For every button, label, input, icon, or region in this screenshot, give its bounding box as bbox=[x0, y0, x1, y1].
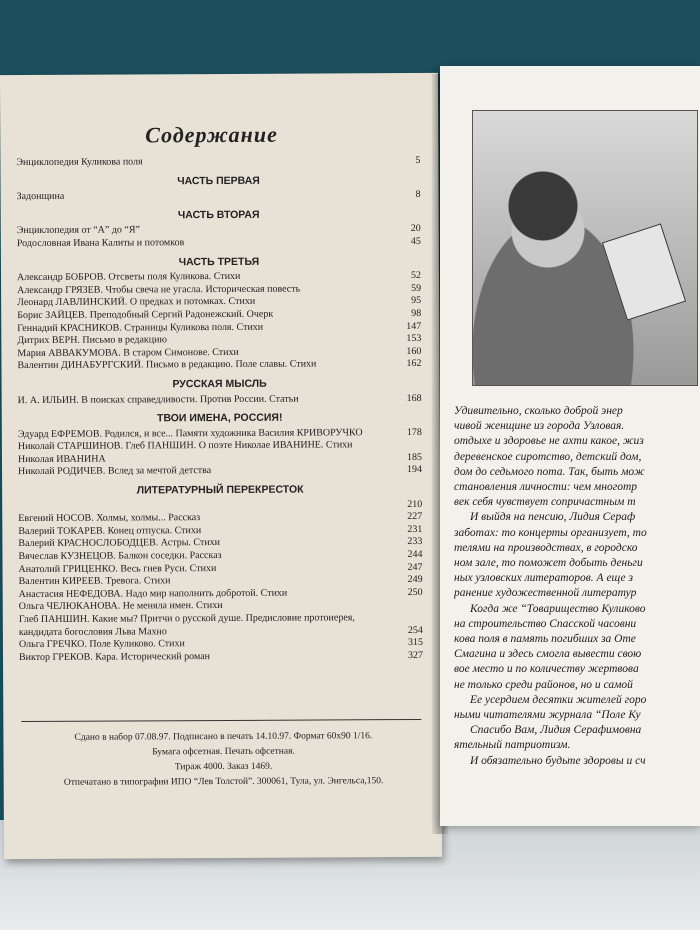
article-line: век себя чувствует сопричастным т bbox=[454, 496, 636, 509]
toc-entry bbox=[19, 612, 423, 639]
toc-entry bbox=[16, 155, 420, 170]
toc-entry-page: 20 bbox=[410, 223, 421, 235]
toc-entry-title: Ольга ЧЕЛЮКАНОВА. Не меняла имен. Стихи bbox=[18, 600, 223, 613]
article-line: И обязательно будьте здоровы и сч bbox=[470, 754, 646, 767]
section-heading: ЧАСТЬ ПЕРВАЯ bbox=[177, 174, 260, 187]
toc-entry-page: 231 bbox=[407, 523, 423, 535]
toc-entry bbox=[17, 358, 421, 373]
section-heading: ЧАСТЬ ВТОРАЯ bbox=[177, 208, 260, 222]
article-line: не только среди районов, но и самой bbox=[454, 678, 633, 691]
toc-entry-page: 59 bbox=[411, 282, 422, 294]
toc-entry-page: 227 bbox=[407, 511, 423, 523]
article-line: вое место и по количеству жертвова bbox=[454, 663, 639, 676]
toc-entry-title: Дитрих ВЕРН. Письмо в редакцию bbox=[17, 334, 167, 347]
toc-entry-page: 247 bbox=[407, 561, 423, 573]
toc-entry-title: Глеб ПАНШИН. Какие мы? Притчи о русской душе. Предисловие протоиерея, кандидата богословия Льва Махно bbox=[18, 612, 355, 638]
imprint bbox=[23, 729, 423, 791]
toc-entry-title: Николай СТАРШИНОВ. Глеб ПАНШИН. О поэте Николае ИВАНИНЕ. Стихи Николая ИВАНИНА bbox=[17, 439, 353, 465]
toc-entry-page: 147 bbox=[406, 320, 422, 332]
article-line: ными читателями журнала “Поле Ку bbox=[454, 709, 641, 722]
article-line: ном зале, то поможет добыть деньги bbox=[454, 557, 643, 570]
article-line: Удивительно, сколько доброй энер bbox=[454, 405, 623, 417]
toc-entry-page: 185 bbox=[406, 451, 422, 463]
toc-entry-title: Мария АВВАКУМОВА. В старом Симонове. Стихи bbox=[17, 346, 239, 359]
article-line: Смагина и здесь смогла вывести свою bbox=[454, 648, 642, 661]
toc-entry-title: Анастасия НЕФЕДОВА. Надо мир наполнить добротой. Стихи bbox=[18, 587, 288, 600]
toc-group-names bbox=[18, 427, 422, 479]
article-page bbox=[440, 66, 700, 826]
toc-entry-title: Энциклопедия Куликова поля bbox=[16, 156, 143, 169]
article-line: ранение художественной литератур bbox=[454, 587, 637, 600]
toc-entry-title: Энциклопедия от “А” до “Я” bbox=[16, 224, 140, 237]
section-heading: ТВОИ ИМЕНА, РОССИЯ! bbox=[156, 411, 283, 425]
article-line: ных узловских литераторов. А еще з bbox=[454, 572, 633, 585]
section-heading: ЧАСТЬ ТРЕТЬЯ bbox=[178, 255, 260, 268]
toc-entry-page: 5 bbox=[415, 154, 421, 166]
divider bbox=[21, 719, 421, 722]
toc-entry bbox=[17, 189, 421, 204]
article-line: телями на производствах, в городско bbox=[454, 541, 638, 554]
toc-entry-page: 45 bbox=[410, 235, 421, 247]
toc-entry-page: 8 bbox=[415, 189, 421, 201]
toc-group-crossroads bbox=[18, 499, 423, 665]
article-line: Когда же “Товарищество Куликово bbox=[470, 602, 646, 615]
imprint-line: Бумага офсетная. Печать офсетная. bbox=[152, 746, 295, 758]
toc-group-intro bbox=[16, 155, 420, 170]
toc-entry-title: Валерий КРАСНОСЛОБОДЦЕВ. Астры. Стихи bbox=[18, 537, 221, 550]
contents-page bbox=[0, 73, 442, 859]
toc-entry-title: Вячеслав КУЗНЕЦОВ. Балкон соседки. Рассказ bbox=[18, 550, 222, 563]
article-line: заботах: то концерты организует, то bbox=[454, 526, 647, 539]
toc-entry-title: Валерий ТОКАРЕВ. Конец отпуска. Стихи bbox=[18, 524, 202, 537]
imprint-line: Тираж 4000. Заказ 1469. bbox=[174, 761, 273, 773]
article-text bbox=[454, 404, 700, 769]
article-line: ятельный патриотизм. bbox=[454, 739, 571, 752]
toc-entry-title: Леонард ЛАВЛИНСКИЙ. О предках и потомках. Стихи bbox=[17, 296, 256, 309]
article-line: отдыхе и здоровье не ахти какое, жиз bbox=[454, 435, 644, 448]
toc-entry-title: Борис ЗАЙЦЕВ. Преподобный Сергий Радонежский. Очерк bbox=[17, 308, 274, 322]
toc-entry bbox=[17, 236, 421, 251]
toc-group-part1 bbox=[17, 189, 421, 204]
toc-entry-title: Ольга ГРЕЧКО. Поле Куликово. Стихи bbox=[18, 638, 185, 651]
article-line: кова поля в память погибших за Оте bbox=[454, 633, 636, 646]
toc-entry-page: 315 bbox=[407, 637, 423, 649]
toc-entry-page: 210 bbox=[407, 498, 423, 510]
article-line: И выйдя на пенсию, Лидия Сераф bbox=[470, 511, 636, 524]
toc-group-part3 bbox=[17, 270, 422, 373]
toc-entry-page: 194 bbox=[406, 464, 423, 476]
toc-entry-title: И. А. ИЛЬИН. В поисках справедливости. Против России. Статьи bbox=[17, 393, 299, 406]
section-heading: ЛИТЕРАТУРНЫЙ ПЕРЕКРЕСТОК bbox=[136, 483, 304, 497]
toc-entry-page: 153 bbox=[406, 333, 422, 345]
article-line: на строительство Спасской часовни bbox=[454, 617, 637, 630]
imprint-line: Сдано в набор 07.08.97. Подписано в печать 14.10.97. Формат 60х90 1/16. bbox=[74, 731, 373, 743]
toc-entry bbox=[18, 464, 422, 479]
toc-entry-page: 244 bbox=[407, 548, 423, 561]
toc-entry-title: Родословная Ивана Калиты и потомков bbox=[16, 237, 185, 250]
toc-entry-title: Эдуард ЕФРЕМОВ. Родился, и все... Памяти художника Василия КРИВОРУЧКО bbox=[17, 426, 363, 440]
article-line: Спасибо Вам, Лидия Серафимовна bbox=[470, 724, 642, 737]
toc-entry bbox=[18, 392, 422, 407]
portrait-photo bbox=[472, 110, 698, 386]
article-line: Ее усердием десятки жителей горо bbox=[470, 693, 647, 706]
toc-entry-page: 160 bbox=[406, 345, 422, 357]
toc-group-part2 bbox=[17, 223, 421, 250]
page-title: Содержание bbox=[145, 121, 278, 148]
toc-entry-page: 95 bbox=[411, 295, 422, 307]
article-line: деревенское сиротство, детский дом, bbox=[454, 450, 642, 463]
toc-entry-page: 327 bbox=[407, 649, 424, 661]
toc-entry-title: Николай РОДИЧЕВ. Вслед за мечтой детства bbox=[18, 465, 212, 478]
toc-entry-title: Анатолий ГРИЦЕНКО. Весь гнев Руси. Стихи bbox=[18, 562, 217, 575]
toc-entry-page: 233 bbox=[407, 536, 423, 548]
toc-entry-page: 178 bbox=[406, 426, 422, 438]
toc-entry-title: Евгений НОСОВ. Холмы, холмы... Рассказ bbox=[18, 512, 201, 525]
toc-entry-page: 98 bbox=[411, 307, 422, 319]
table-of-contents bbox=[16, 155, 423, 664]
toc-entry bbox=[19, 650, 423, 665]
section-heading: РУССКАЯ МЫСЛЬ bbox=[172, 377, 267, 391]
article-line: становления личности: чем многотр bbox=[454, 481, 638, 494]
toc-entry-title: Александр ГРЯЗЕВ. Чтобы свеча не угасла. Историческая повесть bbox=[17, 283, 301, 296]
article-line: дом до седьмого пота. Так, быть мож bbox=[454, 465, 645, 478]
toc-entry-title: Валентин ДИНАБУРГСКИЙ. Письмо в редакцию. Поле славы. Стихи bbox=[17, 358, 317, 372]
article-line: чивой женщине из города Узловая. bbox=[454, 420, 625, 433]
toc-entry-title: Александр БОБРОВ. Отсветы поля Куликова. Стихи bbox=[16, 271, 241, 284]
toc-group-russian-thought bbox=[18, 392, 422, 407]
toc-entry-title: Задонщина bbox=[16, 191, 65, 203]
toc-entry-page: 168 bbox=[406, 392, 422, 404]
imprint-line: Отпечатано в типографии ИПО “Лев Толстой”. 300061, Тула, ул. Энгельса,150. bbox=[63, 776, 384, 788]
toc-entry bbox=[18, 439, 422, 466]
toc-entry-title: Валентин КИРЕЕВ. Тревога. Стихи bbox=[18, 575, 171, 588]
toc-entry-page: 52 bbox=[410, 270, 422, 282]
toc-entry-page: 162 bbox=[406, 358, 422, 370]
book-in-photo bbox=[602, 223, 686, 320]
toc-entry-page: 249 bbox=[407, 574, 423, 586]
toc-entry-page: 254 bbox=[407, 624, 423, 636]
toc-entry-page: 250 bbox=[407, 586, 423, 598]
toc-entry-title: Виктор ГРЕКОВ. Кара. Исторический роман bbox=[18, 650, 211, 663]
toc-entry-title: Геннадий КРАСНИКОВ. Страницы Куликова поля. Стихи bbox=[17, 321, 264, 334]
